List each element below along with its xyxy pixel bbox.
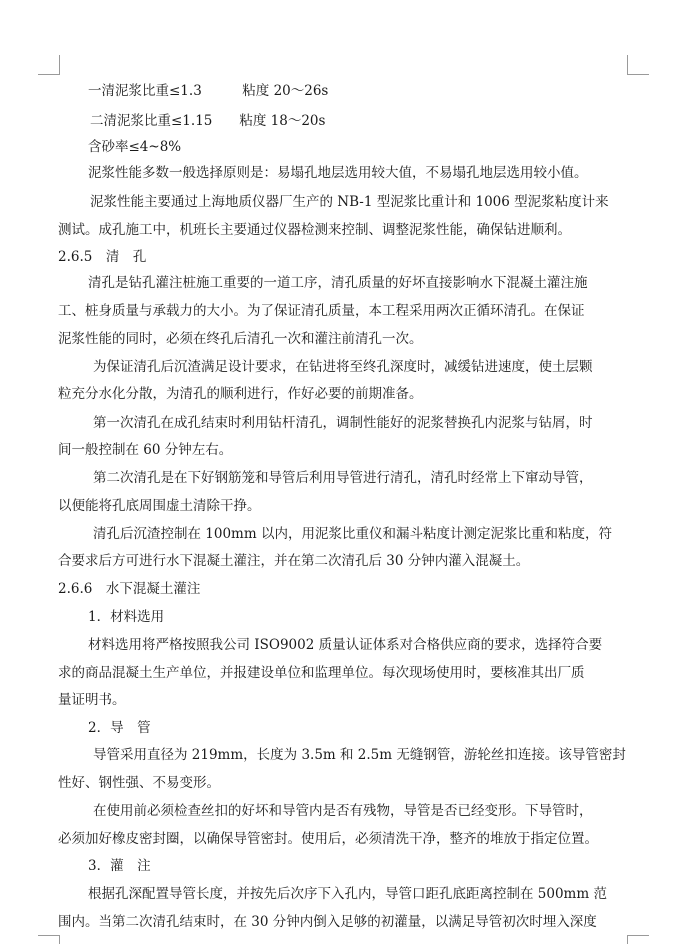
text-line: 清孔是钻孔灌注桩施工重要的一道工序，清孔质量的好坏直接影响水下混凝土灌注施 — [88, 275, 588, 291]
text-line: 第一次清孔在成孔结束时利用钻杆清孔，调制性能好的泥浆替换孔内泥浆与钻屑，时 — [93, 415, 593, 431]
text-line: 泥浆性能主要通过上海地质仪器厂生产的 NB-1 型泥浆比重计和 1006 型泥浆粘度计来 — [90, 194, 609, 210]
text-line: 工、桩身质量与承载力的大小。为了保证清孔质量，本工程采用两次正循环清孔。在保证 — [58, 303, 585, 319]
text-line: 第二次清孔是在下好钢筋笼和导管后利用导管进行清孔，清孔时经常上下窜动导管， — [93, 470, 593, 486]
text-line: 导管采用直径为 219mm，长度为 3.5m 和 2.5m 无缝钢管，游轮丝扣连接。该导管密封 — [93, 747, 626, 763]
text-line: 2.6.6 水下混凝土灌注 — [58, 581, 201, 597]
text-line: 含砂率≤4~8% — [88, 139, 182, 155]
text-line: 1．材料选用 — [88, 609, 165, 625]
text-line: 2.6.5 清 孔 — [58, 249, 147, 265]
text-line: 以便能将孔底周围虚土清除干挣。 — [58, 498, 261, 514]
text-line: 测试。成孔施工中，机班长主要通过仪器检测来控制、调整泥浆性能，确保钻进顺利。 — [58, 222, 571, 238]
text-line: 间一般控制在 60 分钟左右。 — [58, 442, 233, 458]
text-line: 必须加好橡皮密封圈，以确保导管密封。使用后，必须清洗干净，整齐的堆放于指定位置。 — [58, 831, 598, 847]
text-line: 量证明书。 — [58, 692, 126, 708]
text-line: 围内。当第二次清孔结束时，在 30 分钟内倒入足够的初灌量，以满足导管初次时埋入深度 — [58, 914, 597, 930]
text-line: 泥浆性能的同时，必须在终孔后清孔一次和灌注前清孔一次。 — [58, 331, 423, 347]
text-line: 二清泥浆比重≤1.15 粘度 18～20s — [90, 113, 326, 129]
text-line: 求的商品混凝土生产单位，并报建设单位和监理单位。每次现场使用时，要核准其出厂质 — [58, 665, 585, 681]
corner-mark-top-right — [627, 55, 649, 75]
text-line: 合要求后方可进行水下混凝土灌注，并在第二次清孔后 30 分钟内灌入混凝土。 — [58, 553, 530, 569]
text-line: 材料选用将严格按照我公司 ISO9002 质量认证体系对合格供应商的要求，选择符合要 — [88, 637, 603, 653]
text-line: 根据孔深配置导管长度，并按先后次序下入孔内，导管口距孔底距离控制在 500mm 范 — [88, 886, 607, 902]
text-line: 粒充分水化分散，为清孔的顺利进行，作好必要的前期准备。 — [58, 386, 423, 402]
text-line: 3．灌 注 — [88, 858, 151, 874]
text-line: 性好、钢性强、不易变形。 — [58, 775, 220, 791]
text-line: 2．导 管 — [88, 720, 151, 736]
text-line: 为保证清孔后沉渣满足设计要求，在钻进将至终孔深度时，减缓钻进速度，使土层颗 — [93, 359, 593, 375]
text-line: 在使用前必须检查丝扣的好坏和导管内是否有残物，导管是否已经变形。下导管时， — [93, 803, 593, 819]
text-line: 清孔后沉渣控制在 100mm 以内，用泥浆比重仪和漏斗粘度计测定泥浆比重和粘度，符 — [93, 526, 612, 542]
corner-mark-top-left — [38, 55, 60, 75]
text-line: 泥浆性能多数一般选择原则是：易塌孔地层选用较大值，不易塌孔地层选用较小值。 — [88, 165, 588, 181]
text-line: 一清泥浆比重≤1.3 粘度 20～26s — [88, 83, 329, 99]
